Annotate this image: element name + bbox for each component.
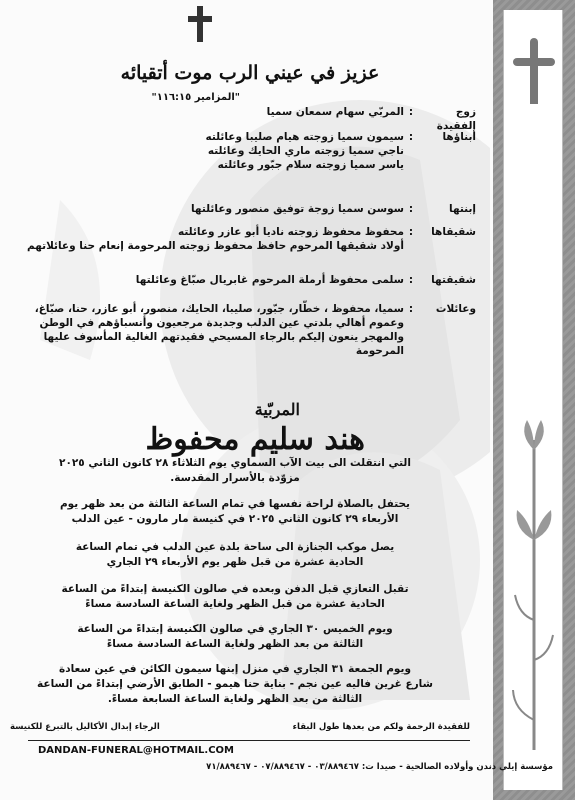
sons-label: أبناؤها xyxy=(442,131,476,143)
funeral-home-email[interactable]: DANDAN-FUNERAL@HOTMAIL.COM xyxy=(38,745,234,756)
daughter-value: سوسن سميا زوجة توفيق منصور وعائلتها xyxy=(190,203,404,215)
funeral-procession xyxy=(20,540,450,570)
daughter-label: إبنتها xyxy=(449,203,476,215)
paragraph-line: شارع غرين فاليه عين نجم - بناية حنا هيمو - الطابق الأرضي إبتداءً من الساعة xyxy=(37,678,433,690)
paragraph-line: يحتفل بالصلاة لراحة نفسها في تمام الساعة الثالثة من بعد ظهر يوم xyxy=(59,498,410,510)
husband-label: زوج الفقيدة xyxy=(436,106,476,132)
son-line: ناجي سميا زوجته ماري الحايك وعائلته xyxy=(207,145,404,157)
husband-value: المربّي سهام سمعان سميا xyxy=(266,106,404,118)
paragraph-line: الحادية عشرة من قبل ظهر يوم الأربعاء ٢٩ الجاري xyxy=(106,556,364,568)
paragraph-line: مزوّدة بالأسرار المقدسة. xyxy=(170,472,300,484)
separator: : xyxy=(408,106,414,118)
prayer-service xyxy=(20,497,450,527)
paragraph-line: ويوم الجمعة ٣١ الجاري في منزل إبنها سيمون الكائن في عين سعادة xyxy=(59,663,411,675)
sons-row xyxy=(6,130,476,172)
separator: : xyxy=(408,131,414,143)
funeral-home-info: مؤسسة إيلي دندن وأولاده الصالحية - صيدا ت: ٠٣/٨٨٩٤٦٧ - ٠٧/٨٨٩٤٦٧ - ٧١/٨٨٩٤٦٧ xyxy=(206,762,553,772)
sister-row xyxy=(6,273,476,287)
paragraph-line: الثالثة من بعد الظهر ولغاية الساعة السادسة مساءً xyxy=(106,638,364,650)
cross-icon xyxy=(513,38,555,108)
daughter-row xyxy=(6,202,476,216)
death-announcement xyxy=(20,456,450,486)
deceased-title: المربّية xyxy=(254,400,300,419)
families-row xyxy=(6,302,476,358)
families-value: سميا، محفوظ ، خطّار، جبّور، صليبا، الحايك، منصور، أبو عازر، حنا، صبّاغ، وعموم أهالي بلدتي عين الدلب وجديدة مرجعيون وأنسباؤهم في الوطن والمهجر ينعون إليكم بالرجاء المسيحي فقيدتهم الغالية المأسوف عليها المرحومة xyxy=(34,303,404,357)
paragraph-line: الأربعاء ٢٩ كانون الثاني ٢٠٢٥ في كنيسة مار مارون - عين الدلب xyxy=(71,513,399,525)
footer-divider xyxy=(28,740,470,741)
paragraph-line: يصل موكب الجنازة الى ساحة بلدة عين الدلب في تمام الساعة xyxy=(75,541,395,553)
brothers-row xyxy=(6,225,476,253)
psalm-verse: "المزامير ١١٦:١٥" xyxy=(151,92,240,103)
son-line: سيمون سميا زوجته هيام صليبا وعائلته xyxy=(205,131,404,143)
lily-icon xyxy=(509,420,559,750)
donation-request: الرجاء إبدال الأكاليل بالتبرع للكنيسة xyxy=(10,722,160,732)
deceased-name: هند سليم محفوظ xyxy=(145,422,365,457)
condolences-thursday xyxy=(20,622,450,652)
separator: : xyxy=(408,303,414,315)
sister-value: سلمى محفوظ أرملة المرحوم غابريال صبّاغ وعائلتها xyxy=(135,274,404,286)
condolences-friday xyxy=(20,662,450,707)
closing-notes xyxy=(10,722,470,732)
paragraph-line: الحادية عشرة من قبل الظهر ولغاية الساعة السادسة مساءً xyxy=(85,598,385,610)
paragraph-line: تقبل التعازي قبل الدفن وبعده في صالون الكنيسة إبتداءً من الساعة xyxy=(61,583,409,595)
separator: : xyxy=(408,274,414,286)
husband-row xyxy=(6,105,476,133)
paragraph-line: ويوم الخميس ٣٠ الجاري في صالون الكنيسة إبتداءً من الساعة xyxy=(77,623,393,635)
brothers-label: شقيقاها xyxy=(431,226,476,238)
brother-line: محفوظ محفوظ زوجته ناديا أبو عازر وعائلته xyxy=(178,226,404,238)
sister-label: شقيقتها xyxy=(431,274,476,286)
separator: : xyxy=(408,226,414,238)
paragraph-line: التي انتقلت الى بيت الآب السماوي يوم الثلاثاء ٢٨ كانون الثاني ٢٠٢٥ xyxy=(59,457,411,469)
son-line: ياسر سميا زوجته سلام جبّور وعائلته xyxy=(217,159,404,171)
families-label: وعائلات xyxy=(435,303,476,315)
brother-line: أولاد شقيقها المرحوم حافظ محفوظ زوجته المرحومة إنعام حنا وعائلاتهم xyxy=(26,240,404,252)
page-title: عزيز في عيني الرب موت أتقيائه xyxy=(120,62,380,84)
separator: : xyxy=(408,203,414,215)
condolences-church xyxy=(20,582,450,612)
closing-blessing: للفقيدة الرحمة ولكم من بعدها طول البقاء xyxy=(292,722,470,732)
paragraph-line: الثالثة من بعد الظهر ولغاية الساعة السابعة مساءً. xyxy=(107,693,363,705)
